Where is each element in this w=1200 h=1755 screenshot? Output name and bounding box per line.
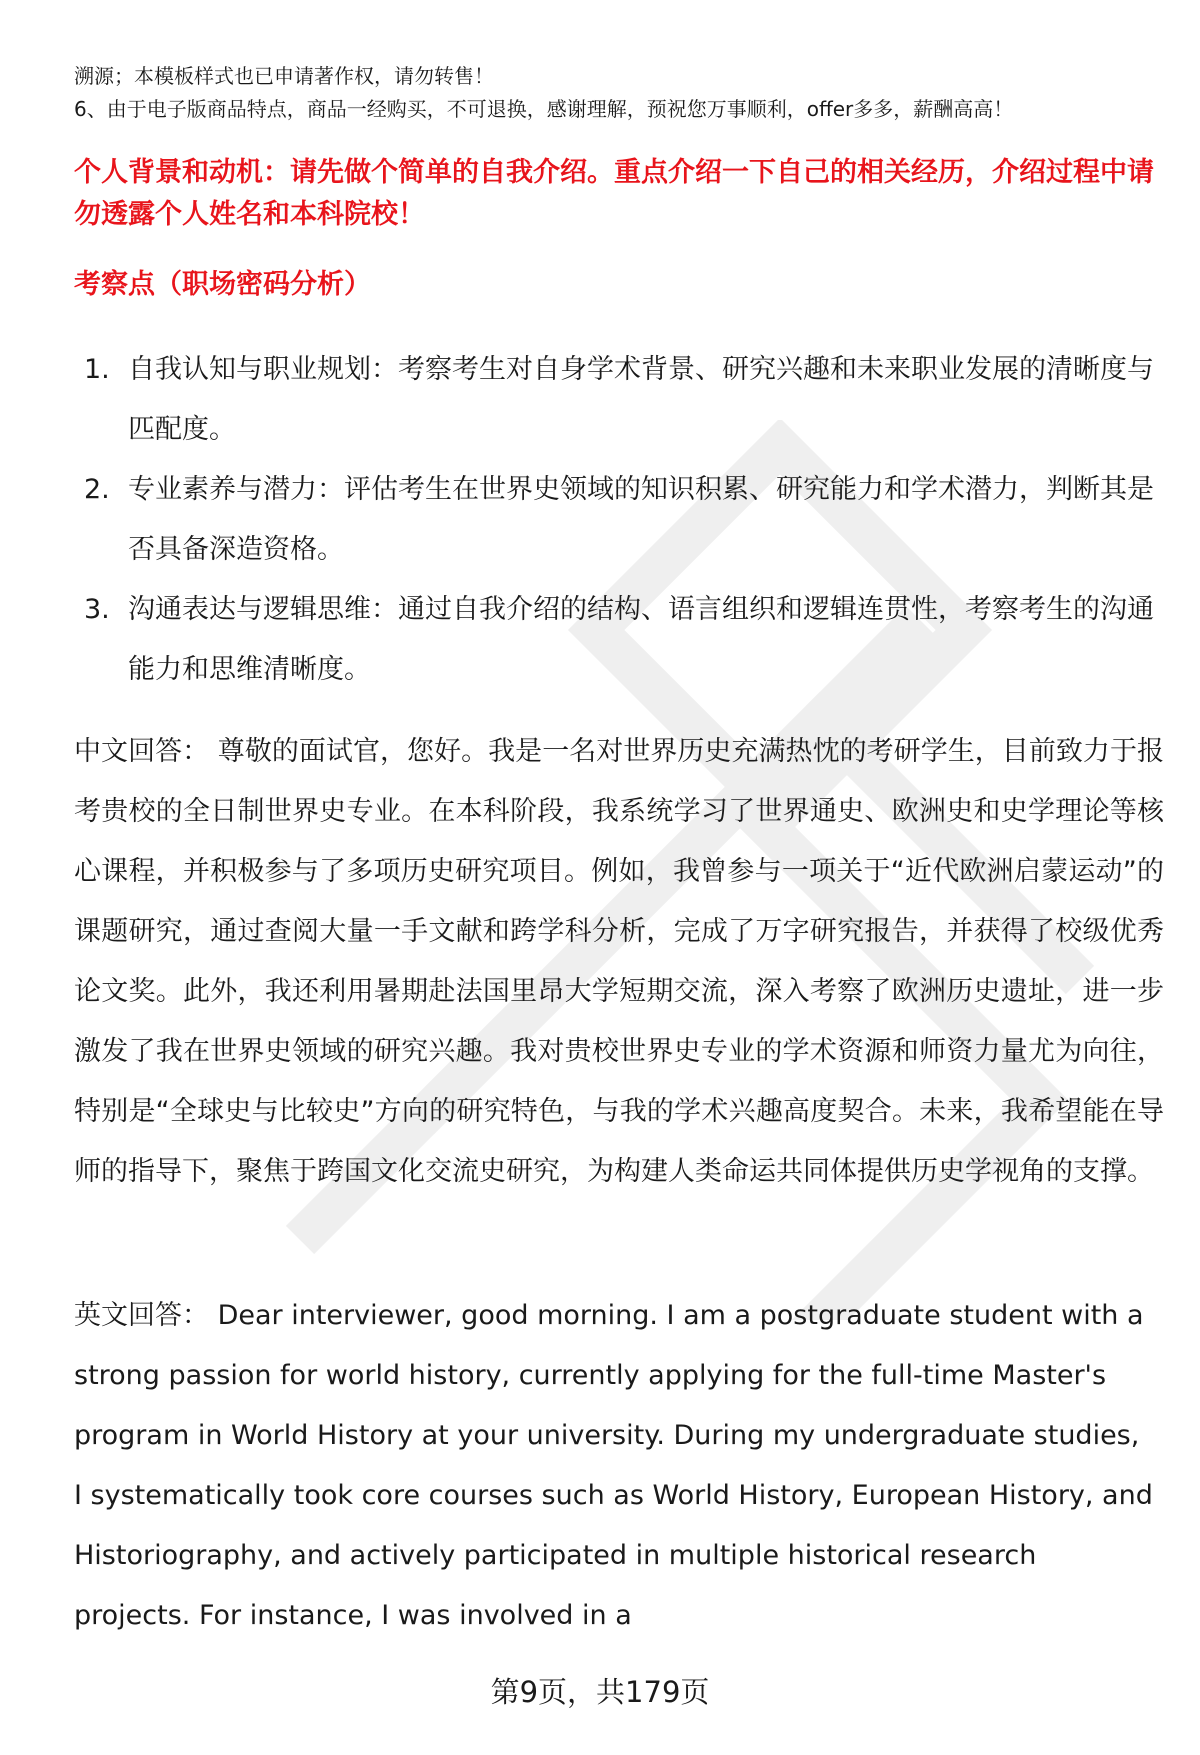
exam-points-title: 考察点（职场密码分析）	[74, 269, 371, 300]
list-item-text: 专业素养与潜力：评估考生在世界史领域的知识积累、研究能力和学术潜力，判断其是否具备深造资格。	[128, 474, 1154, 565]
chinese-answer: 中文回答： 尊敬的面试官，您好。我是一名对世界历史充满热忱的考研学生，目前致力于报考贵校的全日制世界史专业。在本科阶段，我系统学习了世界通史、欧洲史和史学理论等核心课程，并积极参与了多项历史研究项目。例如，我曾参与一项关于“近代欧洲启蒙运动”的课题研究，通过查阅大量一手文献和跨学科分析，完成了万字研究报告，并获得了校级优秀论文奖。此外，我还利用暑期赴法国里昂大学短期交流，深入考察了欧洲历史遗址，进一步激发了我在世界史领域的研究兴趣。我对贵校世界史专业的学术资源和师资力量尤为向往，特别是“全球史与比较史”方向的研究特色，与我的学术兴趣高度契合。未来，我希望能在导师的指导下，聚焦于跨国文化交流史研究，为构建人类命运共同体提供历史学视角的支撑。	[74, 736, 1164, 1187]
notice-line-1: 溯源；本模板样式也已申请著作权，请勿转售！	[74, 64, 494, 88]
list-item-text: 自我认知与职业规划：考察考生对自身学术背景、研究兴趣和未来职业发展的清晰度与匹配度。	[128, 354, 1154, 445]
page-number-footer: 第9页，共179页	[490, 1675, 710, 1709]
list-item	[74, 580, 1154, 700]
list-item-text: 沟通表达与逻辑思维：通过自我介绍的结构、语言组织和逻辑连贯性，考察考生的沟通能力和思维清晰度。	[128, 594, 1154, 685]
list-item-number: 3.	[84, 594, 110, 625]
list-item-number: 2.	[84, 474, 110, 505]
exam-points-list	[74, 340, 1154, 700]
list-item	[74, 460, 1154, 580]
english-answer: 英文回答： Dear interviewer, good morning. I am a postgraduate student with a strong passion for world history, currently applying for the full-time Master's program in World History at your university. During my undergraduate studies, I systematically took core courses such as World History, European History, and Historiography, and actively participated in multiple historical research projects. For instance, I was involved in a	[74, 1300, 1153, 1631]
notice-line-2: 6、由于电子版商品特点，商品一经购买，不可退换，感谢理解，预祝您万事顺利，offer多多，薪酬高高！	[74, 97, 1014, 121]
interview-question: 个人背景和动机：请先做个简单的自我介绍。重点介绍一下自己的相关经历，介绍过程中请勿透露个人姓名和本科院校！	[74, 157, 1154, 230]
list-item	[74, 340, 1154, 460]
list-item-number: 1.	[84, 354, 110, 385]
